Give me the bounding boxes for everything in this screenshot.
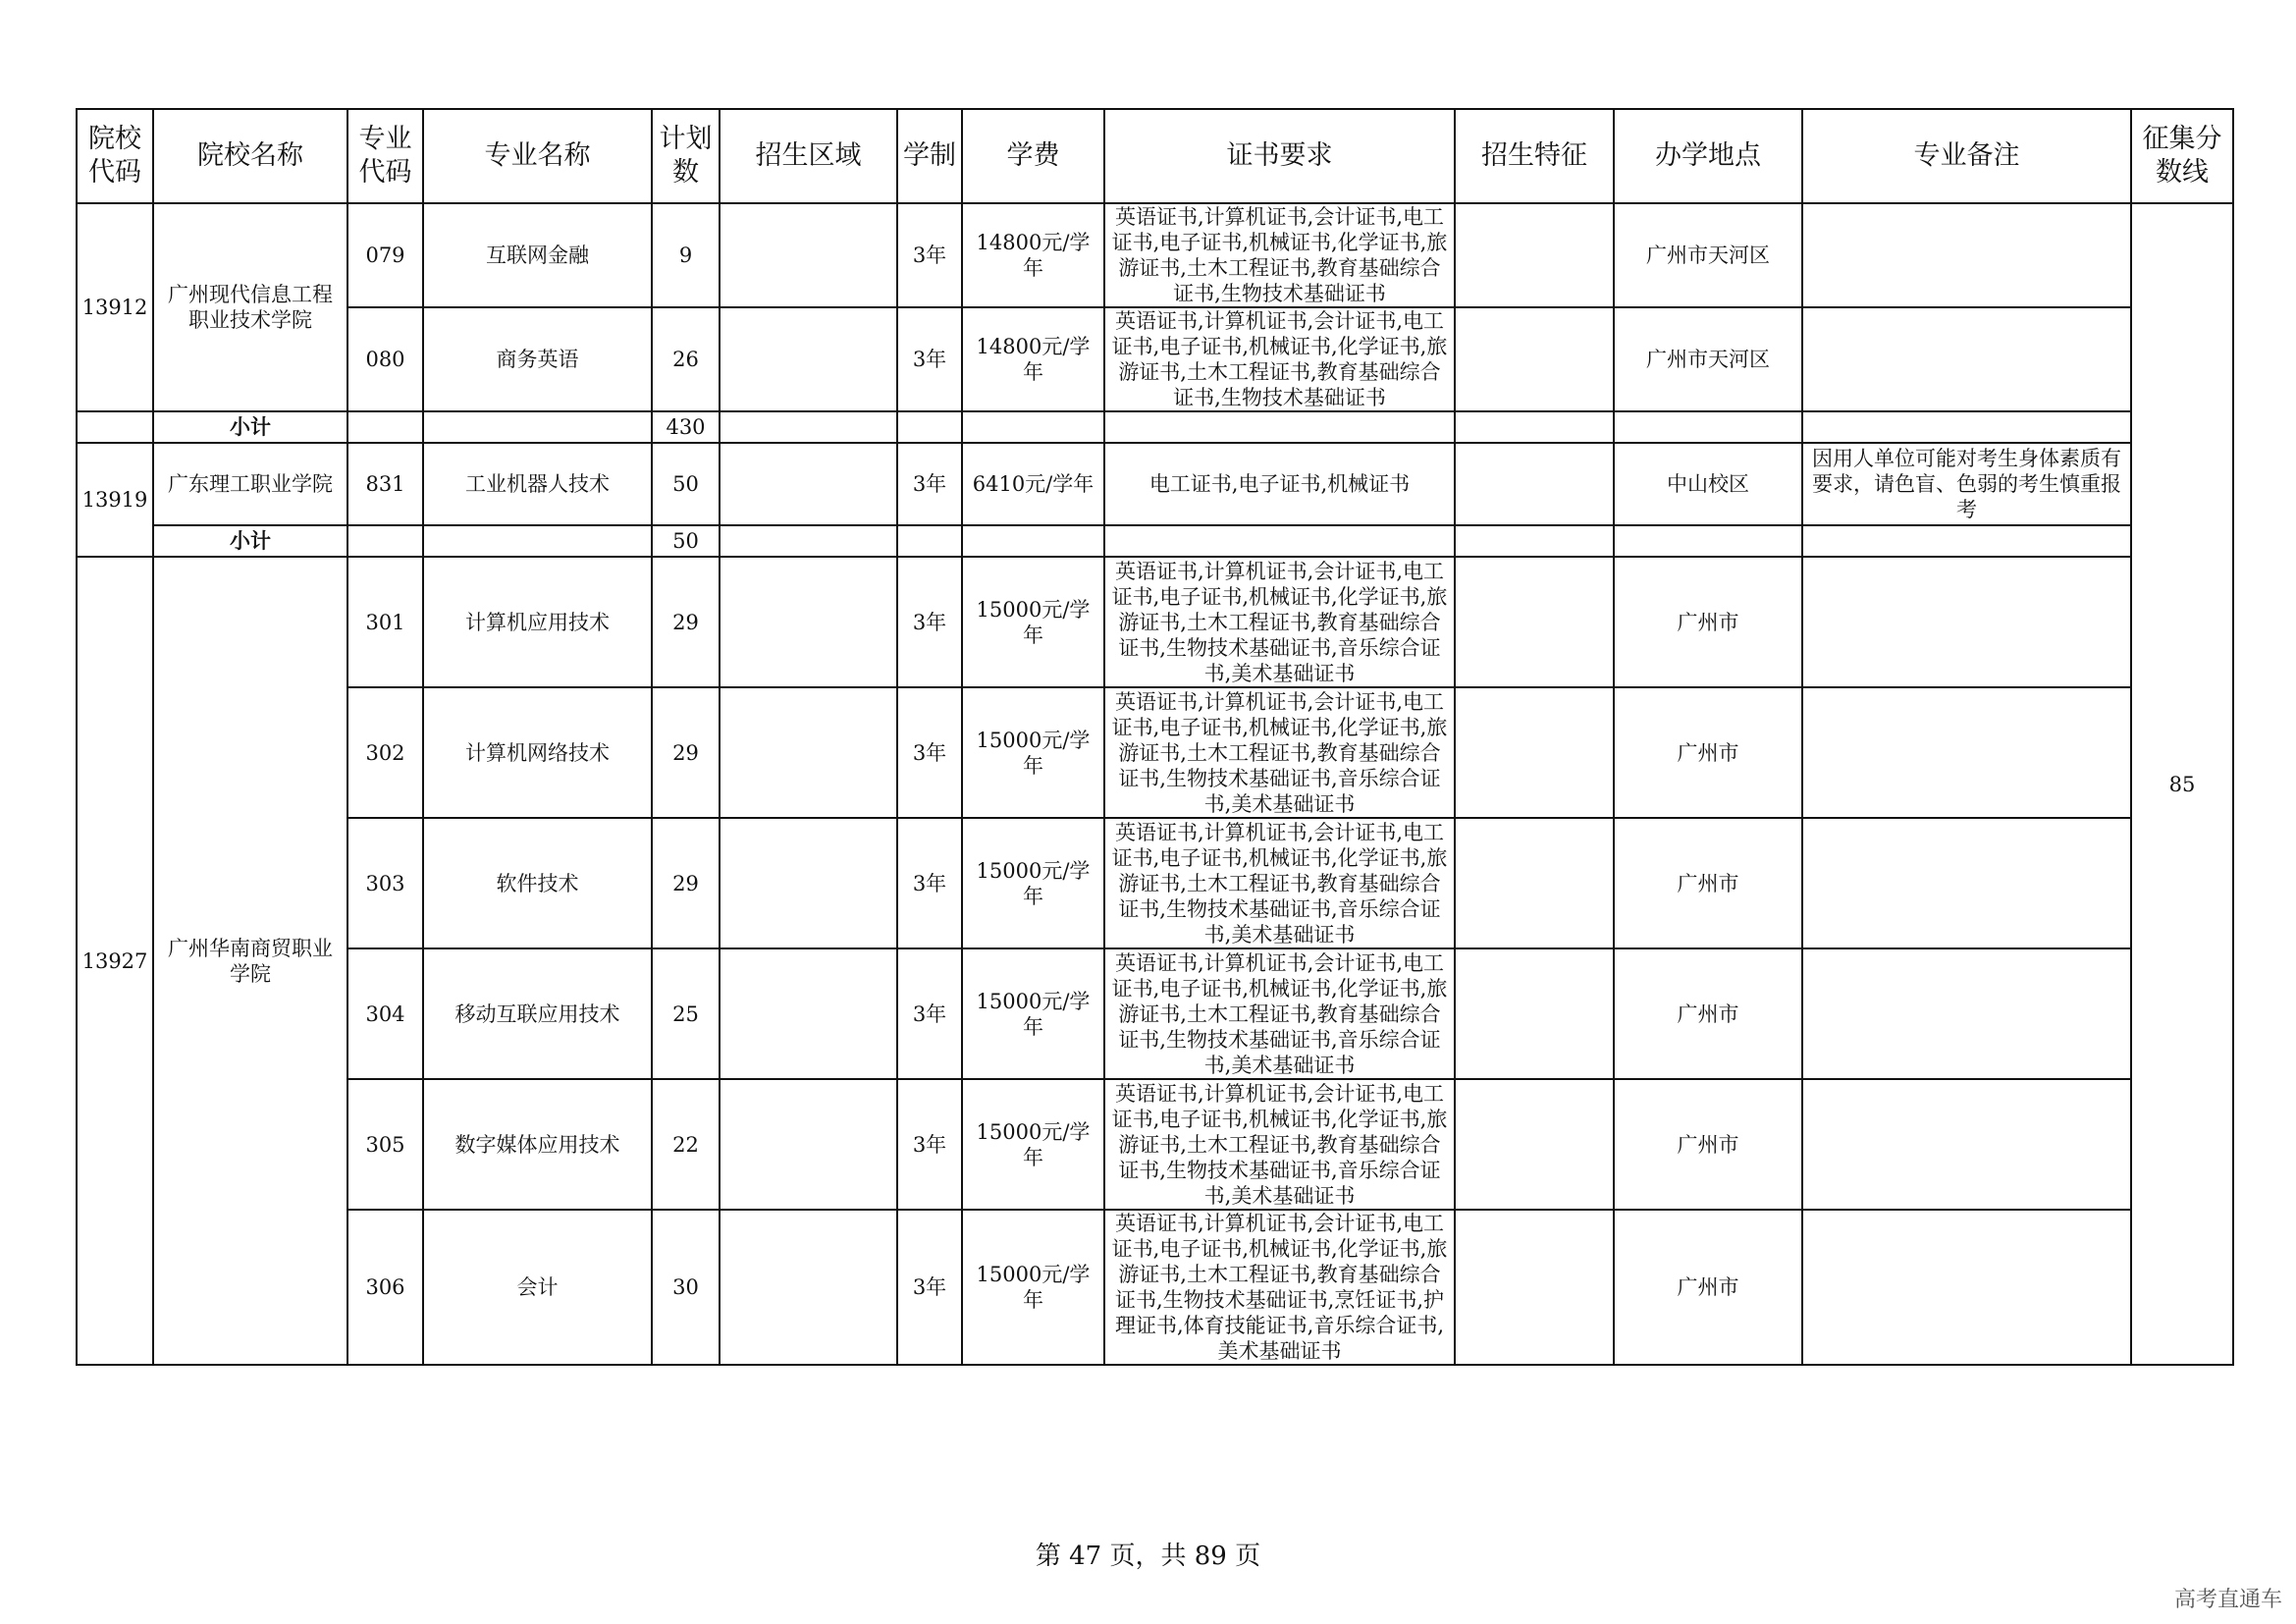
location: 广州市 xyxy=(1614,818,1802,948)
note: 因用人单位可能对考生身体素质有要求，请色盲、色弱的考生慎重报考 xyxy=(1802,443,2131,525)
blank-cell xyxy=(720,525,897,557)
table-row xyxy=(77,1079,2233,1210)
cert-requirement: 英语证书,计算机证书,会计证书,电工证书,电子证书,机械证书,化学证书,旅游证书,土木工程证书,教育基础综合证书,生物技术基础证书,音乐综合证书,美术基础证书 xyxy=(1104,948,1455,1079)
region xyxy=(720,443,897,525)
header-school-name: 院校名称 xyxy=(153,109,347,203)
cert-requirement: 英语证书,计算机证书,会计证书,电工证书,电子证书,机械证书,化学证书,旅游证书,土木工程证书,教育基础综合证书,生物技术基础证书,音乐综合证书,美术基础证书 xyxy=(1104,1079,1455,1210)
tuition: 15000元/学年 xyxy=(962,948,1104,1079)
blank-cell xyxy=(347,411,423,443)
note xyxy=(1802,203,2131,307)
plan-count: 25 xyxy=(652,948,720,1079)
table-row xyxy=(77,307,2233,411)
blank-cell xyxy=(962,525,1104,557)
major-code: 302 xyxy=(347,687,423,818)
subtotal-value: 50 xyxy=(652,525,720,557)
table-row xyxy=(77,1210,2233,1365)
location: 广州市 xyxy=(1614,1079,1802,1210)
location: 广州市 xyxy=(1614,1210,1802,1365)
duration: 3年 xyxy=(897,818,962,948)
tuition: 15000元/学年 xyxy=(962,1079,1104,1210)
cutoff-score: 85 xyxy=(2131,203,2233,1365)
major-code: 305 xyxy=(347,1079,423,1210)
table-row xyxy=(77,203,2233,307)
cert-requirement: 英语证书,计算机证书,会计证书,电工证书,电子证书,机械证书,化学证书,旅游证书,土木工程证书,教育基础综合证书,生物技术基础证书,烹饪证书,护理证书,体育技能证书,音乐综合证书,美术基础证书 xyxy=(1104,1210,1455,1365)
tuition: 14800元/学年 xyxy=(962,203,1104,307)
blank-cell xyxy=(1614,525,1802,557)
region xyxy=(720,1079,897,1210)
blank-cell xyxy=(720,411,897,443)
header-region: 招生区域 xyxy=(720,109,897,203)
major-name: 商务英语 xyxy=(423,307,652,411)
major-code: 079 xyxy=(347,203,423,307)
note xyxy=(1802,1079,2131,1210)
region xyxy=(720,818,897,948)
duration: 3年 xyxy=(897,687,962,818)
header-note: 专业备注 xyxy=(1802,109,2131,203)
header-plan-count: 计划数 xyxy=(652,109,720,203)
school-code: 13919 xyxy=(77,443,153,557)
note xyxy=(1802,307,2131,411)
major-code: 304 xyxy=(347,948,423,1079)
duration: 3年 xyxy=(897,948,962,1079)
major-code: 306 xyxy=(347,1210,423,1365)
header-major-name: 专业名称 xyxy=(423,109,652,203)
feature xyxy=(1455,203,1614,307)
blank-cell xyxy=(1104,411,1455,443)
school-name: 广东理工职业学院 xyxy=(153,443,347,525)
note xyxy=(1802,557,2131,687)
table-row xyxy=(77,687,2233,818)
cert-requirement: 英语证书,计算机证书,会计证书,电工证书,电子证书,机械证书,化学证书,旅游证书,土木工程证书,教育基础综合证书,生物技术基础证书,音乐综合证书,美术基础证书 xyxy=(1104,818,1455,948)
duration: 3年 xyxy=(897,557,962,687)
duration: 3年 xyxy=(897,307,962,411)
major-name: 工业机器人技术 xyxy=(423,443,652,525)
blank-cell xyxy=(897,525,962,557)
table-row xyxy=(77,557,2233,687)
location: 广州市天河区 xyxy=(1614,307,1802,411)
feature xyxy=(1455,818,1614,948)
subtotal-label: 小计 xyxy=(153,411,347,443)
tuition: 15000元/学年 xyxy=(962,818,1104,948)
school-code: 13912 xyxy=(77,203,153,411)
major-name: 互联网金融 xyxy=(423,203,652,307)
location: 广州市 xyxy=(1614,948,1802,1079)
plan-count: 9 xyxy=(652,203,720,307)
duration: 3年 xyxy=(897,203,962,307)
note xyxy=(1802,948,2131,1079)
header-row xyxy=(77,109,2233,203)
header-cert: 证书要求 xyxy=(1104,109,1455,203)
blank-cell xyxy=(1104,525,1455,557)
major-name: 移动互联应用技术 xyxy=(423,948,652,1079)
blank-cell xyxy=(77,411,153,443)
blank-cell xyxy=(347,525,423,557)
header-location: 办学地点 xyxy=(1614,109,1802,203)
blank-cell xyxy=(1455,525,1614,557)
subtotal-label: 小计 xyxy=(153,525,347,557)
region xyxy=(720,948,897,1079)
region xyxy=(720,1210,897,1365)
duration: 3年 xyxy=(897,1079,962,1210)
major-name: 会计 xyxy=(423,1210,652,1365)
school-name: 广州现代信息工程职业技术学院 xyxy=(153,203,347,411)
note xyxy=(1802,1210,2131,1365)
plan-count: 29 xyxy=(652,687,720,818)
major-name: 计算机网络技术 xyxy=(423,687,652,818)
major-name: 数字媒体应用技术 xyxy=(423,1079,652,1210)
major-name: 软件技术 xyxy=(423,818,652,948)
plan-count: 50 xyxy=(652,443,720,525)
feature xyxy=(1455,307,1614,411)
school-code: 13927 xyxy=(77,557,153,1365)
region xyxy=(720,203,897,307)
subtotal-row xyxy=(77,525,2233,557)
blank-cell xyxy=(1802,525,2131,557)
cert-requirement: 英语证书,计算机证书,会计证书,电工证书,电子证书,机械证书,化学证书,旅游证书,土木工程证书,教育基础综合证书,生物技术基础证书,音乐综合证书,美术基础证书 xyxy=(1104,687,1455,818)
tuition: 14800元/学年 xyxy=(962,307,1104,411)
major-code: 831 xyxy=(347,443,423,525)
cert-requirement: 英语证书,计算机证书,会计证书,电工证书,电子证书,机械证书,化学证书,旅游证书,土木工程证书,教育基础综合证书,生物技术基础证书 xyxy=(1104,307,1455,411)
note xyxy=(1802,818,2131,948)
blank-cell xyxy=(1802,411,2131,443)
cert-requirement: 英语证书,计算机证书,会计证书,电工证书,电子证书,机械证书,化学证书,旅游证书,土木工程证书,教育基础综合证书,生物技术基础证书 xyxy=(1104,203,1455,307)
subtotal-value: 430 xyxy=(652,411,720,443)
blank-cell xyxy=(1455,411,1614,443)
location: 广州市天河区 xyxy=(1614,203,1802,307)
header-major-code: 专业代码 xyxy=(347,109,423,203)
region xyxy=(720,557,897,687)
header-duration: 学制 xyxy=(897,109,962,203)
tuition: 15000元/学年 xyxy=(962,557,1104,687)
plan-count: 30 xyxy=(652,1210,720,1365)
location: 广州市 xyxy=(1614,687,1802,818)
watermark: 高考直通车 xyxy=(2173,1588,2282,1612)
table-row xyxy=(77,948,2233,1079)
blank-cell xyxy=(1614,411,1802,443)
header-school-code: 院校代码 xyxy=(77,109,153,203)
major-name: 计算机应用技术 xyxy=(423,557,652,687)
cert-requirement: 英语证书,计算机证书,会计证书,电工证书,电子证书,机械证书,化学证书,旅游证书,土木工程证书,教育基础综合证书,生物技术基础证书,音乐综合证书,美术基础证书 xyxy=(1104,557,1455,687)
plan-count: 22 xyxy=(652,1079,720,1210)
duration: 3年 xyxy=(897,443,962,525)
feature xyxy=(1455,687,1614,818)
header-cutoff: 征集分数线 xyxy=(2131,109,2233,203)
header-tuition: 学费 xyxy=(962,109,1104,203)
cert-requirement: 电工证书,电子证书,机械证书 xyxy=(1104,443,1455,525)
feature xyxy=(1455,948,1614,1079)
major-code: 303 xyxy=(347,818,423,948)
location: 广州市 xyxy=(1614,557,1802,687)
subtotal-row xyxy=(77,411,2233,443)
major-code: 080 xyxy=(347,307,423,411)
blank-cell xyxy=(962,411,1104,443)
blank-cell xyxy=(423,525,652,557)
region xyxy=(720,687,897,818)
feature xyxy=(1455,1079,1614,1210)
plan-count: 26 xyxy=(652,307,720,411)
duration: 3年 xyxy=(897,1210,962,1365)
plan-count: 29 xyxy=(652,818,720,948)
table-row xyxy=(77,818,2233,948)
plan-count: 29 xyxy=(652,557,720,687)
tuition: 15000元/学年 xyxy=(962,687,1104,818)
blank-cell xyxy=(423,411,652,443)
feature xyxy=(1455,557,1614,687)
feature xyxy=(1455,1210,1614,1365)
region xyxy=(720,307,897,411)
header-feature: 招生特征 xyxy=(1455,109,1614,203)
note xyxy=(1802,687,2131,818)
tuition: 15000元/学年 xyxy=(962,1210,1104,1365)
tuition: 6410元/学年 xyxy=(962,443,1104,525)
major-code: 301 xyxy=(347,557,423,687)
school-name: 广州华南商贸职业学院 xyxy=(153,557,347,1365)
location: 中山校区 xyxy=(1614,443,1802,525)
page-number-footer: 第 47 页，共 89 页 xyxy=(1035,1542,1261,1571)
table-row xyxy=(77,443,2233,525)
enrollment-plan-table xyxy=(76,108,2234,1366)
blank-cell xyxy=(897,411,962,443)
feature xyxy=(1455,443,1614,525)
